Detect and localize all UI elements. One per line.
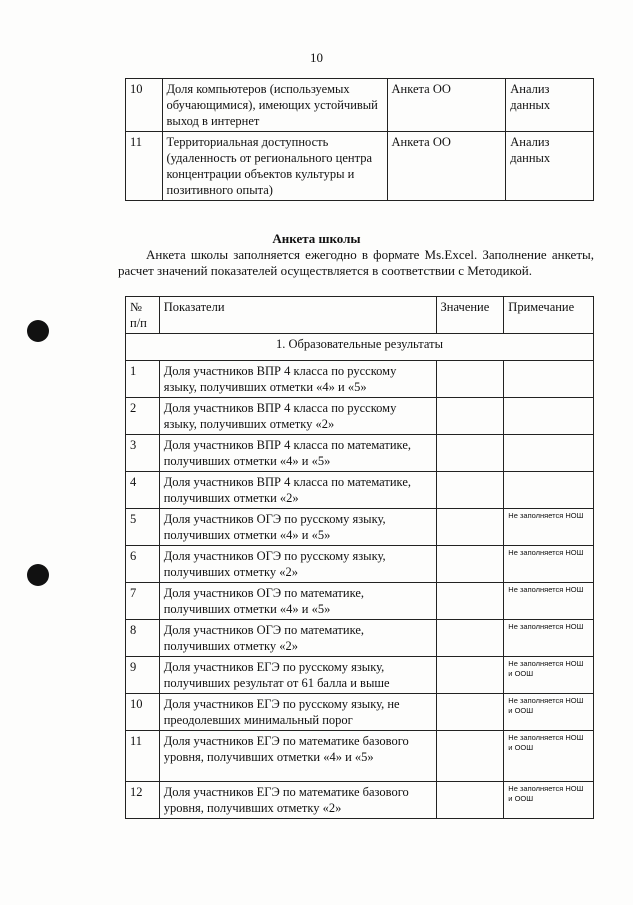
table-row [126,398,594,435]
table-header-row [126,297,594,334]
row-number: 10 [126,694,160,731]
table-row [126,583,594,620]
row-number: 12 [126,782,160,819]
binder-hole [27,320,49,342]
section-heading: 1. Образовательные результаты [126,334,594,361]
note-cell: Не заполняется НОШ и ООШ [504,782,594,819]
note-cell: Не заполняется НОШ и ООШ [504,731,594,782]
row-number: 3 [126,435,160,472]
table-row [126,509,594,546]
value-cell[interactable] [436,509,504,546]
section-row [126,334,594,361]
usage-cell: Анализ данных [506,132,594,201]
note-cell: Не заполняется НОШ [504,583,594,620]
row-number: 6 [126,546,160,583]
indicator-text: Доля участников ОГЭ по математике, получивших отметку «2» [159,620,436,657]
value-cell[interactable] [436,782,504,819]
row-number: 2 [126,398,160,435]
row-number: 8 [126,620,160,657]
note-cell [504,435,594,472]
value-cell[interactable] [436,361,504,398]
table-row [126,731,594,782]
indicator-text: Доля компьютеров (используемых обучающимися), имеющих устойчивый выход в интернет [162,79,387,132]
row-number: 11 [126,731,160,782]
row-number: 5 [126,509,160,546]
note-cell [504,472,594,509]
row-number: 4 [126,472,160,509]
indicator-text: Доля участников ЕГЭ по математике базового уровня, получивших отметку «2» [159,782,436,819]
indicator-text: Территориальная доступность (удаленность от регионального центра концентрации объектов культуры и позитивного опыта) [162,132,387,201]
note-cell [504,361,594,398]
note-cell: Не заполняется НОШ [504,620,594,657]
row-number: 10 [126,79,163,132]
table-row [126,694,594,731]
indicator-text: Доля участников ОГЭ по русскому языку, получивших отметки «4» и «5» [159,509,436,546]
value-cell[interactable] [436,694,504,731]
value-cell[interactable] [436,620,504,657]
school-survey-table [125,296,594,819]
value-cell[interactable] [436,472,504,509]
indicator-table-continued [125,78,594,201]
row-number: 9 [126,657,160,694]
note-cell [504,398,594,435]
source-cell: Анкета ОО [387,132,506,201]
header-num: № п/п [126,297,160,334]
value-cell[interactable] [436,398,504,435]
table-row [126,546,594,583]
header-note: Примечание [504,297,594,334]
indicator-text: Доля участников ОГЭ по русскому языку, получивших отметку «2» [159,546,436,583]
value-cell[interactable] [436,657,504,694]
indicator-text: Доля участников ВПР 4 класса по математике, получивших отметки «2» [159,472,436,509]
value-cell[interactable] [436,435,504,472]
header-value: Значение [436,297,504,334]
binder-hole [27,564,49,586]
table-row [126,472,594,509]
page-number: 10 [310,50,323,65]
table-row [126,361,594,398]
indicator-text: Доля участников ВПР 4 класса по русскому языку, получивших отметки «4» и «5» [159,361,436,398]
row-number: 7 [126,583,160,620]
table-row [126,132,594,201]
value-cell[interactable] [436,546,504,583]
intro-paragraph [118,247,594,279]
section-title: Анкета школы [272,231,361,246]
intro-text: Анкета школы заполняется ежегодно в формате Ms.Excel. Заполнение анкеты, расчет значений показателей осуществляется в соответствии с Методикой. [118,247,594,278]
note-cell: Не заполняется НОШ и ООШ [504,694,594,731]
table-row [126,657,594,694]
indicator-text: Доля участников ЕГЭ по русскому языку, не преодолевших минимальный порог [159,694,436,731]
table-row [126,620,594,657]
source-cell: Анкета ОО [387,79,506,132]
indicator-text: Доля участников ВПР 4 класса по русскому языку, получивших отметку «2» [159,398,436,435]
table-row [126,435,594,472]
indicator-text: Доля участников ВПР 4 класса по математике, получивших отметки «4» и «5» [159,435,436,472]
usage-cell: Анализ данных [506,79,594,132]
note-cell: Не заполняется НОШ [504,546,594,583]
row-number: 1 [126,361,160,398]
note-cell: Не заполняется НОШ и ООШ [504,657,594,694]
header-indicator: Показатели [159,297,436,334]
indicator-text: Доля участников ЕГЭ по русскому языку, получивших результат от 61 балла и выше [159,657,436,694]
table-row [126,782,594,819]
row-number: 11 [126,132,163,201]
table-row [126,79,594,132]
note-cell: Не заполняется НОШ [504,509,594,546]
indicator-text: Доля участников ЕГЭ по математике базового уровня, получивших отметки «4» и «5» [159,731,436,782]
indicator-text: Доля участников ОГЭ по математике, получивших отметки «4» и «5» [159,583,436,620]
value-cell[interactable] [436,583,504,620]
value-cell[interactable] [436,731,504,782]
